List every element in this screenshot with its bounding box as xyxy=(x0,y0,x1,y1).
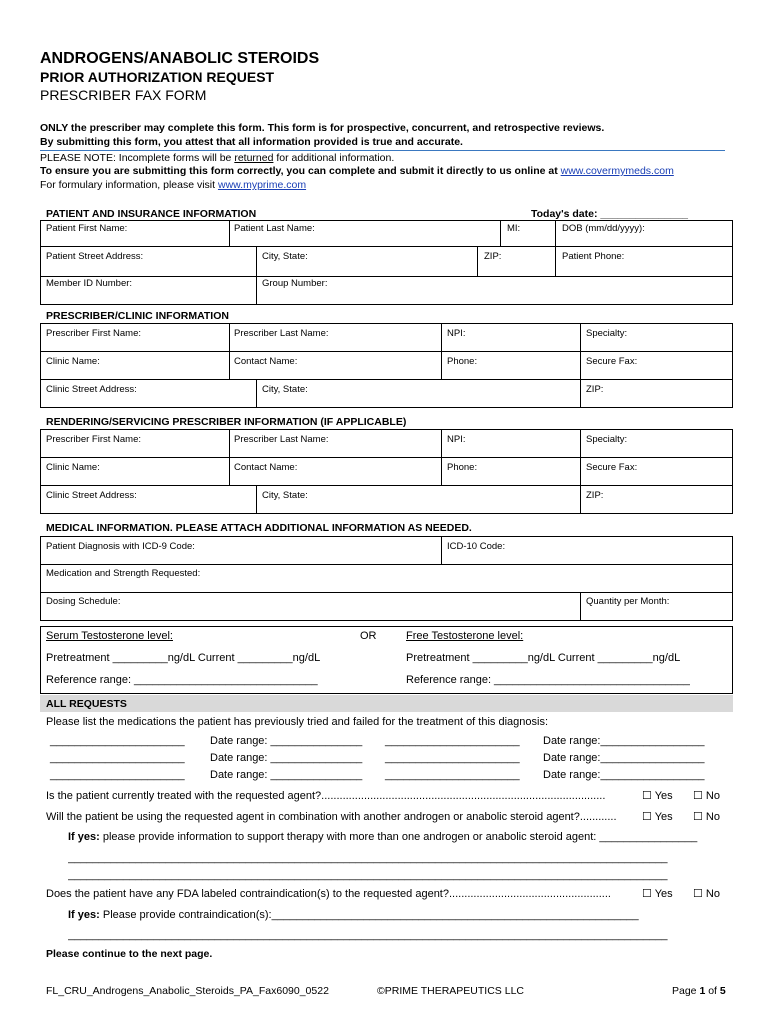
date-range-2-left[interactable]: Date range: _______________ xyxy=(210,752,363,764)
previous-med-2-right[interactable]: ______________________ xyxy=(385,752,520,764)
medical-section-heading: MEDICAL INFORMATION. PLEASE ATTACH ADDITIONAL INFORMATION AS NEEDED. xyxy=(46,522,472,534)
footer-company: ©PRIME THERAPEUTICS LLC xyxy=(377,985,524,997)
q2-if-yes-field[interactable]: If yes: please provide information to support therapy with more than one androgen or anabolic steroid agent: ________________ xyxy=(68,831,698,843)
date-range-3-left[interactable]: Date range: _______________ xyxy=(210,769,363,781)
all-requests-header-bar xyxy=(40,695,733,712)
clinic-city-state-field[interactable]: City, State: xyxy=(262,384,308,395)
member-id-field[interactable]: Member ID Number: xyxy=(46,278,133,289)
q1-yes-checkbox[interactable]: ☐ Yes xyxy=(642,790,673,802)
rendering-npi-field[interactable]: NPI: xyxy=(447,434,466,445)
prescriber-first-name-field[interactable]: Prescriber First Name: xyxy=(46,328,142,339)
patient-last-name-field[interactable]: Patient Last Name: xyxy=(234,223,315,234)
quantity-per-month-field[interactable]: Quantity per Month: xyxy=(586,596,670,607)
previous-med-1-left[interactable]: ______________________ xyxy=(50,735,185,747)
clinic-name-field[interactable]: Clinic Name: xyxy=(46,356,100,367)
rendering-section-heading: RENDERING/SERVICING PRESCRIBER INFORMATION (IF APPLICABLE) xyxy=(46,416,407,428)
dosing-schedule-field[interactable]: Dosing Schedule: xyxy=(46,596,121,607)
q3-if-yes-field[interactable]: If yes: Please provide contraindication(s):____________________________________________________________ xyxy=(68,909,639,921)
covermymeds-link[interactable]: www.covermymeds.com xyxy=(560,165,674,177)
contact-name-field[interactable]: Contact Name: xyxy=(234,356,298,367)
todays-date-field[interactable]: Today's date: _______________ xyxy=(531,208,688,220)
rendering-clinic-street-field[interactable]: Clinic Street Address: xyxy=(46,490,137,501)
or-label: OR xyxy=(360,630,377,642)
divider xyxy=(40,150,725,151)
previous-med-1-right[interactable]: ______________________ xyxy=(385,735,520,747)
rendering-city-state-field[interactable]: City, State: xyxy=(262,490,308,501)
free-reference-range-field[interactable]: Reference range: ________________________________ xyxy=(406,674,690,686)
form-title: ANDROGENS/ANABOLIC STEROIDS xyxy=(40,50,320,67)
patient-first-name-field[interactable]: Patient First Name: xyxy=(46,223,128,234)
formulary-note: For formulary information, please visit www.myprime.com xyxy=(40,179,307,191)
patient-zip-field[interactable]: ZIP: xyxy=(484,251,502,262)
q3-yes-checkbox[interactable]: ☐ Yes xyxy=(642,888,673,900)
patient-street-field[interactable]: Patient Street Address: xyxy=(46,251,144,262)
patient-city-state-field[interactable]: City, State: xyxy=(262,251,308,262)
patient-section-heading: PATIENT AND INSURANCE INFORMATION xyxy=(46,208,257,220)
patient-dob-field[interactable]: DOB (mm/dd/yyyy): xyxy=(562,223,645,234)
q1-no-checkbox[interactable]: ☐ No xyxy=(693,790,720,802)
previous-medications-prompt: Please list the medications the patient has previously tried and failed for the treatment of this diagnosis: xyxy=(46,716,549,728)
question-combination: Will the patient be using the requested agent in combination with another androgen or anabolic steroid agent?............ xyxy=(46,811,617,823)
free-testosterone-label: Free Testosterone level: xyxy=(406,630,524,642)
patient-phone-field[interactable]: Patient Phone: xyxy=(562,251,625,262)
rendering-phone-field[interactable]: Phone: xyxy=(447,462,478,473)
incomplete-note: PLEASE NOTE: Incomplete forms will be returned for additional information. xyxy=(40,152,395,164)
rendering-last-name-field[interactable]: Prescriber Last Name: xyxy=(234,434,329,445)
patient-mi-field[interactable]: MI: xyxy=(507,223,521,234)
rendering-first-name-field[interactable]: Prescriber First Name: xyxy=(46,434,142,445)
form-subtitle: PRIOR AUTHORIZATION REQUEST xyxy=(40,69,275,85)
footer-page-number: Page 1 of 5 xyxy=(672,985,726,997)
previous-med-3-right[interactable]: ______________________ xyxy=(385,769,520,781)
prescriber-specialty-field[interactable]: Specialty: xyxy=(586,328,628,339)
date-range-1-right[interactable]: Date range:_________________ xyxy=(543,735,705,747)
all-requests-heading: ALL REQUESTS xyxy=(46,698,127,710)
question-currently-treated: Is the patient currently treated with the requested agent?............................................................................................. xyxy=(46,790,606,802)
online-submission-note: To ensure you are submitting this form correctly, you can complete and submit it directly to us online at www.covermymeds.com xyxy=(40,165,674,177)
q2-blank-line-1[interactable]: __________________________________________________________________________________________________ xyxy=(68,852,668,864)
rendering-zip-field[interactable]: ZIP: xyxy=(586,490,604,501)
intro-line-2: By submitting this form, you attest that all information provided is true and accurate. xyxy=(40,136,463,148)
group-number-field[interactable]: Group Number: xyxy=(262,278,328,289)
intro-line-1: ONLY the prescriber may complete this form. This form is for prospective, concurrent, and retrospective reviews. xyxy=(40,122,605,134)
q2-no-checkbox[interactable]: ☐ No xyxy=(693,811,720,823)
q2-blank-line-2[interactable]: __________________________________________________________________________________________________ xyxy=(68,869,668,881)
date-range-3-right[interactable]: Date range:_________________ xyxy=(543,769,705,781)
clinic-zip-field[interactable]: ZIP: xyxy=(586,384,604,395)
rendering-secure-fax-field[interactable]: Secure Fax: xyxy=(586,462,638,473)
clinic-street-field[interactable]: Clinic Street Address: xyxy=(46,384,137,395)
q3-blank-line[interactable]: __________________________________________________________________________________________________ xyxy=(68,929,668,941)
rendering-specialty-field[interactable]: Specialty: xyxy=(586,434,628,445)
myprime-link[interactable]: www.myprime.com xyxy=(217,179,307,191)
prescriber-phone-field[interactable]: Phone: xyxy=(447,356,478,367)
prescriber-npi-field[interactable]: NPI: xyxy=(447,328,466,339)
rendering-contact-name-field[interactable]: Contact Name: xyxy=(234,462,298,473)
footer-form-id: FL_CRU_Androgens_Anabolic_Steroids_PA_Fax6090_0522 xyxy=(46,985,329,997)
prescriber-secure-fax-field[interactable]: Secure Fax: xyxy=(586,356,638,367)
prescriber-section-heading: PRESCRIBER/CLINIC INFORMATION xyxy=(46,310,229,322)
serum-pretreatment-field[interactable]: Pretreatment _________ng/dL Current _________ng/dL xyxy=(46,652,321,664)
form-type: PRESCRIBER FAX FORM xyxy=(40,87,207,103)
q3-no-checkbox[interactable]: ☐ No xyxy=(693,888,720,900)
icd10-field[interactable]: ICD-10 Code: xyxy=(447,541,506,552)
previous-med-2-left[interactable]: ______________________ xyxy=(50,752,185,764)
date-range-1-left[interactable]: Date range: _______________ xyxy=(210,735,363,747)
rendering-clinic-name-field[interactable]: Clinic Name: xyxy=(46,462,100,473)
q2-yes-checkbox[interactable]: ☐ Yes xyxy=(642,811,673,823)
free-pretreatment-field[interactable]: Pretreatment _________ng/dL Current _________ng/dL xyxy=(406,652,681,664)
question-contraindications: Does the patient have any FDA labeled contraindication(s) to the requested agent?..................................................... xyxy=(46,888,611,900)
prescriber-last-name-field[interactable]: Prescriber Last Name: xyxy=(234,328,329,339)
serum-reference-range-field[interactable]: Reference range: ______________________________ xyxy=(46,674,318,686)
serum-testosterone-label: Serum Testosterone level: xyxy=(46,630,173,642)
medication-strength-field[interactable]: Medication and Strength Requested: xyxy=(46,568,201,579)
diagnosis-icd9-field[interactable]: Patient Diagnosis with ICD-9 Code: xyxy=(46,541,195,552)
previous-med-3-left[interactable]: ______________________ xyxy=(50,769,185,781)
date-range-2-right[interactable]: Date range:_________________ xyxy=(543,752,705,764)
continue-note: Please continue to the next page. xyxy=(46,948,213,960)
